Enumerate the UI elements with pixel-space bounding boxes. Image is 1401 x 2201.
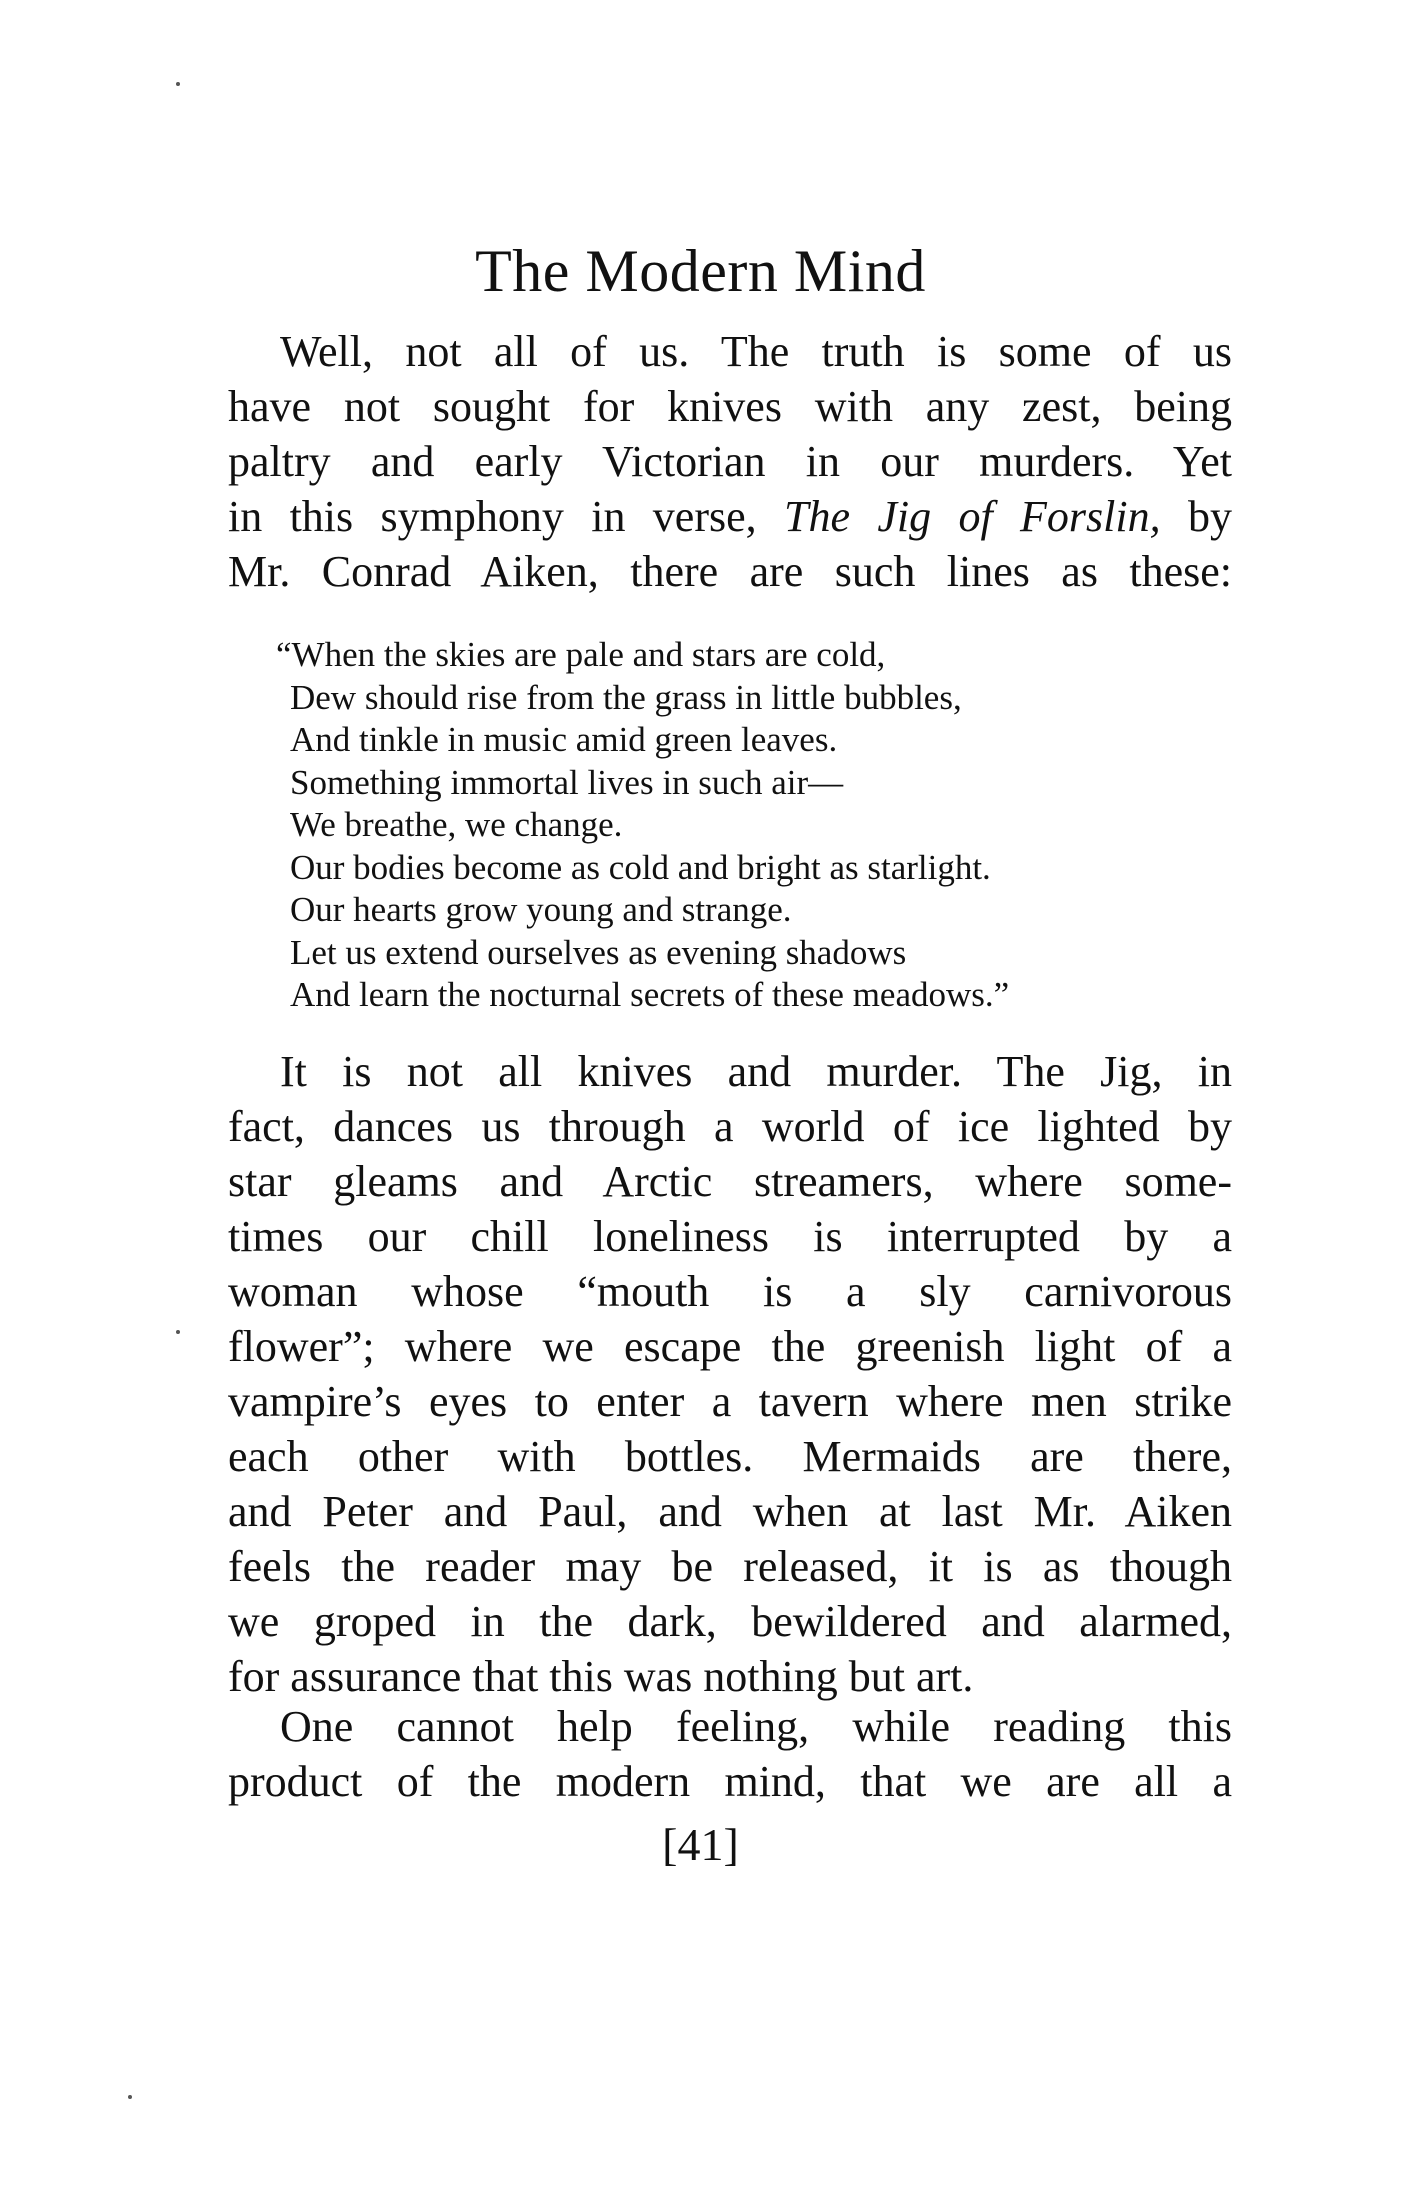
text-run: in this symphony in verse,: [228, 492, 784, 541]
running-head: The Modern Mind: [475, 238, 926, 304]
paragraph-line: have not sought for knives with any zest, being: [228, 382, 1232, 431]
paragraph-line: we groped in the dark, bewildered and alarmed,: [228, 1597, 1232, 1646]
paragraph-line: for assurance that this was nothing but art.: [228, 1652, 974, 1701]
verse-line: Our bodies become as cold and bright as starlight.: [290, 847, 991, 887]
verse-line: We breathe, we change.: [290, 805, 623, 844]
paragraph-line: paltry and early Victorian in our murders. Yet: [228, 437, 1232, 486]
paragraph-line: and Peter and Paul, and when at last Mr. Aiken: [228, 1487, 1232, 1536]
book-title: The Jig of Forslin,: [784, 492, 1161, 541]
verse-quotation: [276, 634, 1230, 1017]
verse-line: “When the skies are pale and stars are cold,: [276, 635, 886, 674]
verse-line: Our hearts grow young and strange.: [290, 890, 792, 929]
paragraph-1: [228, 324, 1232, 599]
paragraph-line: fact, dances us through a world of ice lighted by: [228, 1102, 1232, 1151]
paper-speck: [176, 1330, 180, 1334]
paper-speck: [176, 82, 180, 86]
verse-line: And tinkle in music amid green leaves.: [290, 720, 838, 759]
verse-line: Something immortal lives in such air—: [290, 762, 844, 802]
paragraph-line: One cannot help feeling, while reading this: [280, 1702, 1232, 1751]
paragraph-line: product of the modern mind, that we are all a: [228, 1757, 1232, 1806]
paragraph-line-with-title: [228, 489, 1232, 544]
paragraph-line: It is not all knives and murder. The Jig, in: [280, 1047, 1232, 1096]
verse-line: Dew should rise from the grass in little bubbles,: [290, 677, 962, 717]
paragraph-line: vampire’s eyes to enter a tavern where men strike: [228, 1377, 1232, 1426]
paragraph-line: star gleams and Arctic streamers, where some-: [228, 1157, 1232, 1206]
paragraph-line: Mr. Conrad Aiken, there are such lines as these:: [228, 547, 1232, 596]
paragraph-line: flower”; where we escape the greenish light of a: [228, 1322, 1232, 1371]
paragraph-line: each other with bottles. Mermaids are there,: [228, 1432, 1232, 1481]
text-run: by: [1160, 492, 1232, 541]
paragraph-3: [228, 1699, 1232, 1809]
paragraph-line: Well, not all of us. The truth is some of us: [280, 327, 1232, 376]
paper-speck: [128, 2095, 132, 2099]
paragraph-2: [228, 1044, 1232, 1704]
page-number: [41]: [662, 1819, 739, 1870]
verse-line: And learn the nocturnal secrets of these meadows.”: [290, 975, 1010, 1014]
paragraph-line: feels the reader may be released, it is as though: [228, 1542, 1232, 1591]
verse-line: Let us extend ourselves as evening shadows: [290, 932, 907, 972]
paragraph-line: times our chill loneliness is interrupted by a: [228, 1212, 1232, 1261]
paragraph-line: woman whose “mouth is a sly carnivorous: [228, 1267, 1232, 1316]
